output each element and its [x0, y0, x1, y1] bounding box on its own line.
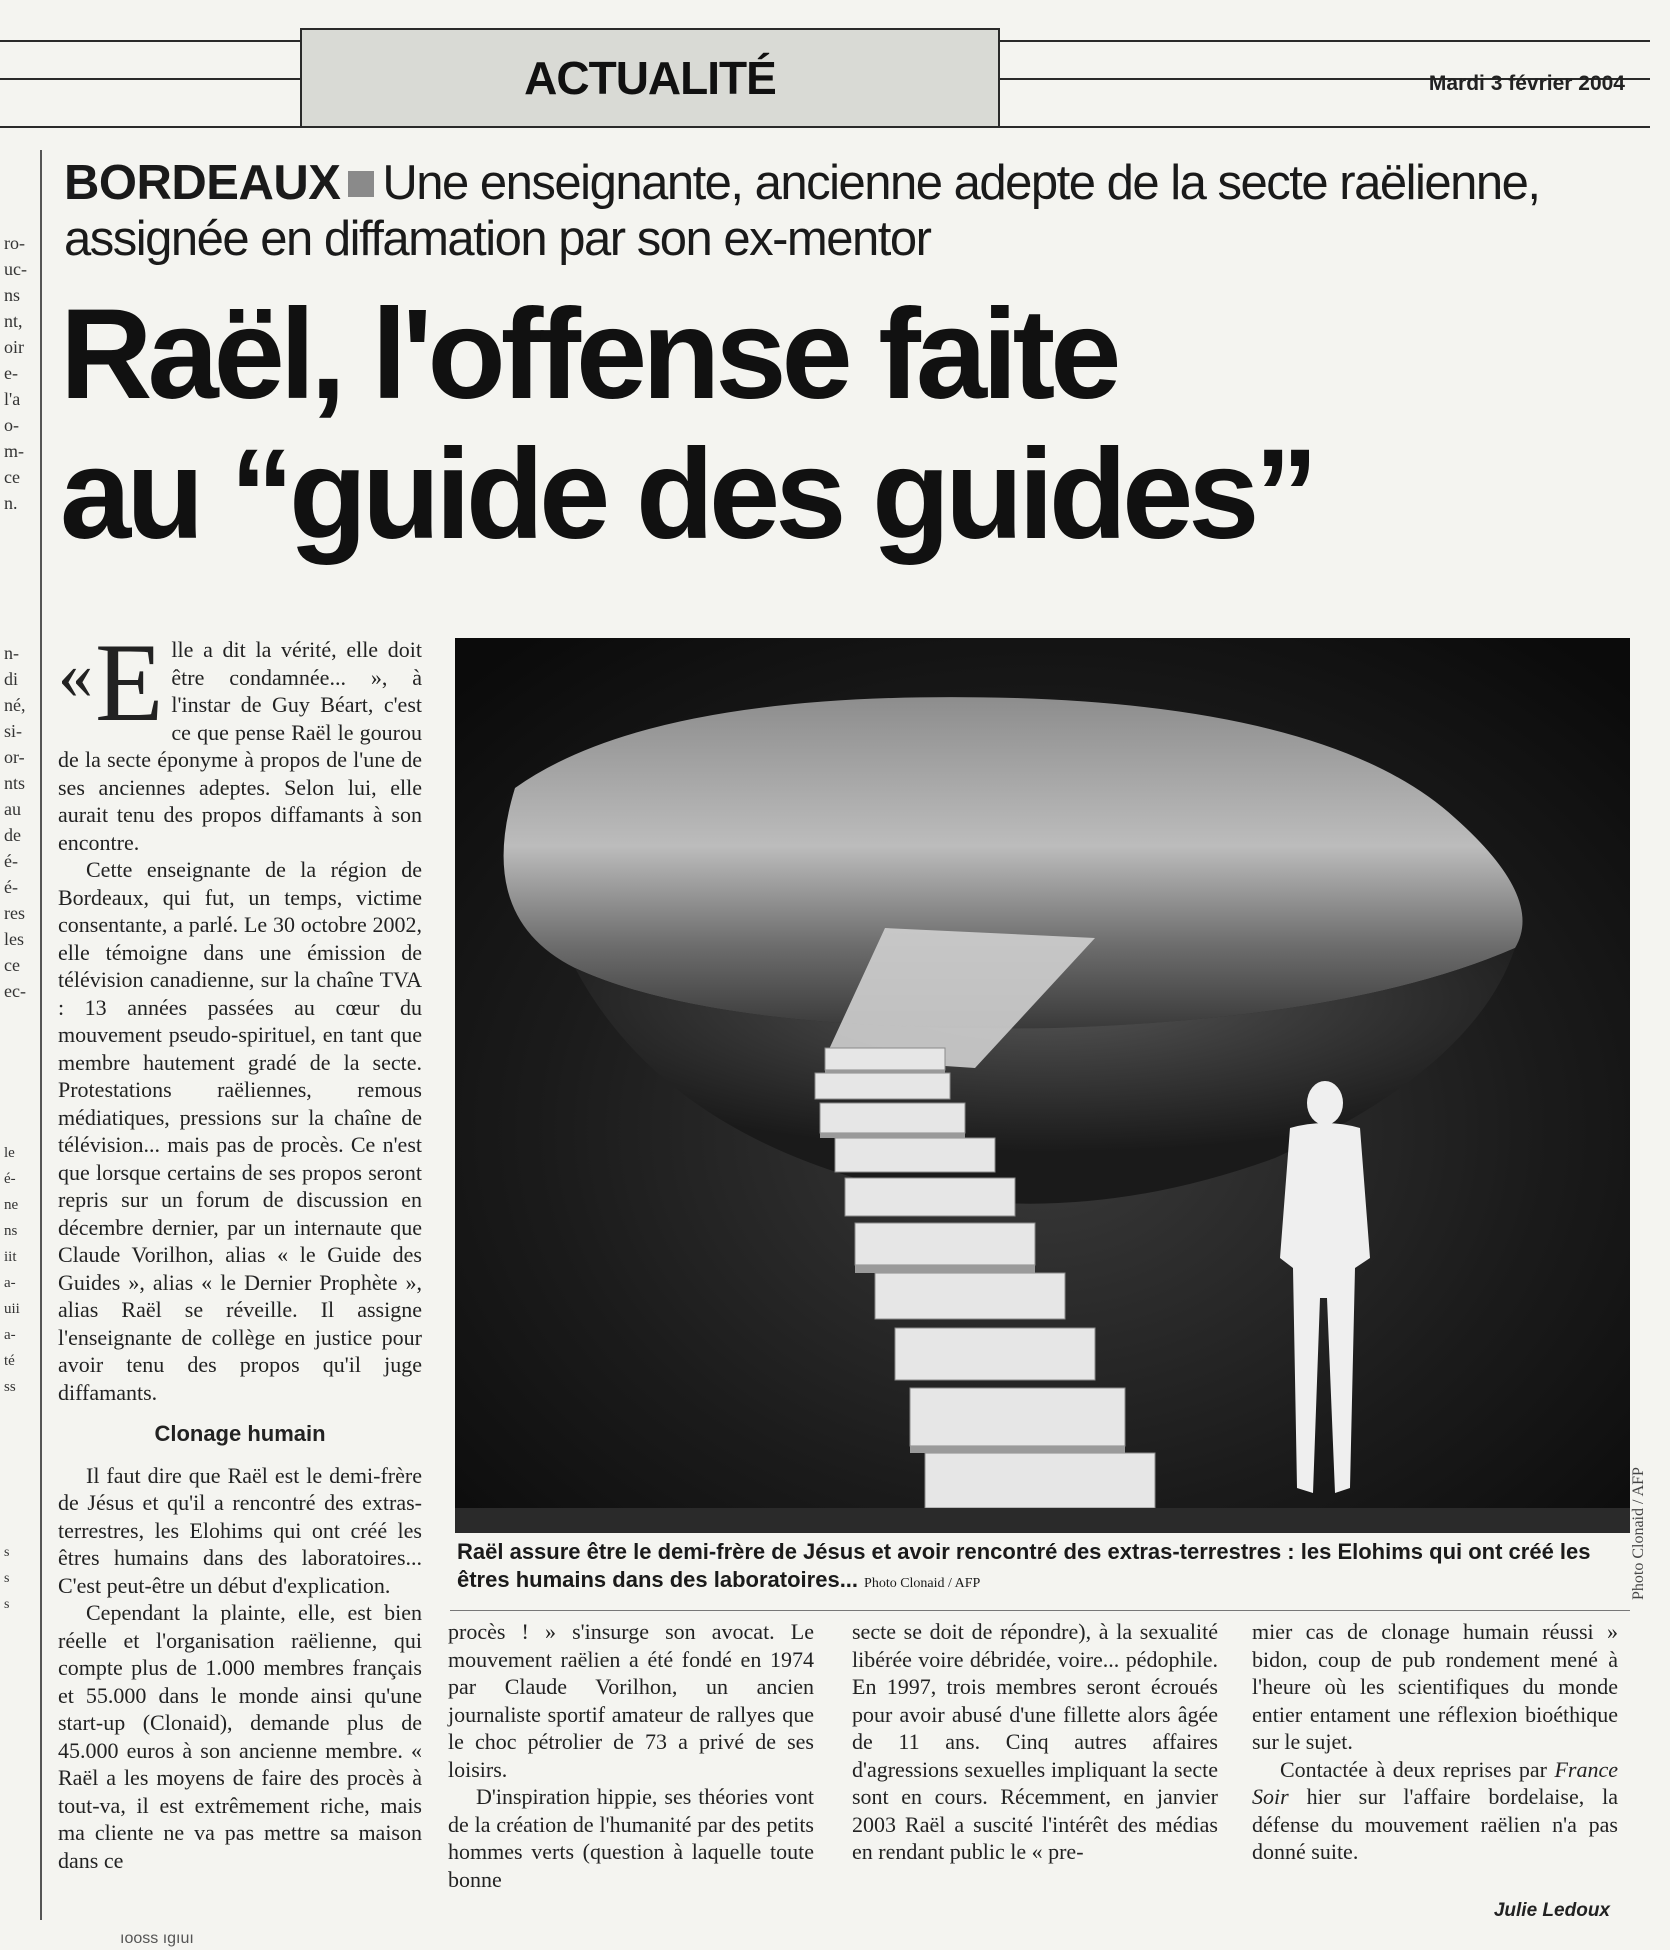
fragment-line: é- [4, 1171, 16, 1187]
fragment-line: ce [4, 955, 20, 975]
fragment-line: nt, [4, 311, 23, 331]
kicker-text: Une enseignante, ancienne adepte de la secte raëlienne, assignée en diffamation par son ex-mentor [64, 156, 1540, 266]
article-paragraph-1 [58, 621, 422, 856]
fragment-line: or- [4, 747, 25, 767]
headline-line-1: Raël, l'offense faite [60, 283, 1117, 426]
article-paragraph-2: Cette enseignante de la région de Bordeaux, qui fut, un temps, victime consentante, a parlé. Le 30 octobre 2002, elle témoigne dans une émission de télévision canadienne, sur la chaîne TVA : 13 années passées au cœur du mouvement pseudo-spirituel, en tant que membre hautement gradé de la secte. Protestations raëliennes, remous médiatiques, pressions sur la chaîne de télévision... mais pas de procès. Ce n'est que lorsque certains de ses propos seront repris sur un forum de discussion en décembre dernier, par un internaute que Claude Vorilhon, alias « le Guide des Guides », alias « le Dernier Prophète », alias Raël se réveille. Il assigne l'enseignante de collège en justice pour avoir tenu des propos qu'il juge diffamants. [58, 857, 422, 1405]
headline-line-2: au “guide des guides” [60, 423, 1314, 566]
fragment-line: ce [4, 467, 20, 487]
fragment-line: té [4, 1353, 15, 1369]
fragment-line: les [4, 929, 24, 949]
fragment-line: ro- [4, 233, 25, 253]
fragment-line: oir [4, 337, 24, 357]
fragment-line: m- [4, 441, 24, 461]
byline: Julie Ledoux [1493, 1900, 1610, 1921]
fragment-line: né, [4, 695, 26, 715]
bottom-edge-scrap: ıooss ıgıuı [120, 1930, 194, 1947]
fragment-line: a- [4, 1327, 16, 1343]
kicker-square [348, 171, 374, 197]
column-3-paragraph: secte se doit de répondre), à la sexualité libérée voire débridée, voire... pédophile. En 1997, trois membres seront écroués pour avoir abusé d'une fillette alors âgée de 11 ans. Cinq autres affaires d'agressions sexuelles impliquant la secte sont en cours. Récemment, en janvier 2003 Raël a suscité l'intérêt des médias en rendant public le « pre- [852, 1619, 1218, 1864]
newspaper-name: France Soir [1252, 1756, 1618, 1809]
column-divider [40, 150, 42, 1920]
article-paragraph-3: Il faut dire que Raël est le demi-frère de Jésus et qu'il a rencontré des extras-terrestres, les Elohims qui ont créé les êtres humains dans des laboratoires... C'est peut-être un début d'explication. [58, 1462, 422, 1598]
ufo-stairs-photo [455, 638, 1630, 1533]
column-4-paragraph-2: Contactée à deux reprises par France Soir hier sur l'affaire bordelaise, la défense du mouvement raëlien n'a pas donné suite. [1252, 1756, 1618, 1864]
left-column-fragment-4 [4, 1540, 34, 1618]
fragment-line: di [4, 669, 19, 689]
section-label: ACTUALITÉ [524, 52, 776, 104]
headline [60, 285, 1620, 565]
fragment-line: ns [4, 1223, 18, 1239]
fragment-line: au [4, 799, 21, 819]
left-column-fragment-1 [4, 230, 34, 516]
fragment-line: ns [4, 285, 21, 305]
section-banner [300, 28, 1000, 128]
kicker [64, 155, 1624, 267]
column-2-paragraph-2: D'inspiration hippie, ses théories vont de la création de l'humanité par des petits hommes verts (question à laquelle toute bonne [448, 1784, 814, 1892]
article-column-1 [58, 621, 422, 1874]
fragment-line: o- [4, 415, 19, 435]
drop-cap: E [95, 621, 164, 745]
fragment-line: e- [4, 363, 18, 383]
article-photo [455, 638, 1630, 1533]
caption-text: Raël assure être le demi-frère de Jésus et avoir rencontré des extras-terrestres : les Elohims qui ont créé les êtres humains dans des laboratoires... [457, 1539, 1591, 1592]
issue-date: Mardi 3 février 2004 [1428, 72, 1625, 95]
fragment-line: de [4, 825, 21, 845]
fragment-line: iit [4, 1249, 17, 1265]
article-column-3 [852, 1618, 1218, 1866]
column-4-paragraph-1: mier cas de clonage humain réussi » bidon, coup de pub rondement mené à l'heure où les scientifiques du monde entier entament une réflexion bioéthique sur le sujet. [1252, 1619, 1618, 1754]
column-2-paragraph-1: procès ! » s'insurge son avocat. Le mouvement raëlien a été fondé en 1974 par Claude Vorilhon, un ancien journaliste sportif amateur de rallyes que le choc pétrolier de 73 a privé de ses loisirs. [448, 1619, 814, 1782]
fragment-line: uii [4, 1301, 20, 1317]
fragment-line: s [4, 1571, 10, 1586]
photo-caption [457, 1538, 1632, 1598]
photo-side-credit: Photo Clonaid / AFP [1630, 1467, 1647, 1600]
header-bottom-rule [0, 126, 1650, 128]
article-paragraph-4: Cependant la plainte, elle, est bien réelle et l'organisation raëlienne, qui compte plus de 1.000 membres français et 55.000 dans le monde ainsi qu'une start-up (Clonaid), demande plus de 45.000 euros à son ancienne membre. « Raël a les moyens de faire des procès à tout-va, il est extrêmement riche, mais ma cliente ne va pas mettre sa maison dans ce [58, 1600, 422, 1873]
fragment-line: a- [4, 1275, 16, 1291]
fragment-line: s [4, 1597, 10, 1612]
fragment-line: s [4, 1545, 10, 1560]
fragment-line: nts [4, 773, 26, 793]
paragraph-1-text: lle a dit la vérité, elle doit être condamnée... », à l'instar de Guy Béart, c'est ce que pense Raël le gourou de la secte éponyme à propos de l'une de ses anciennes adeptes. Selon lui, elle aurait tenu des propos diffamants à son encontre. [58, 637, 422, 855]
fragment-line: le [4, 1145, 15, 1161]
fragment-line: si- [4, 721, 22, 741]
article-column-4 [1252, 1618, 1618, 1866]
fragment-line: n. [4, 493, 18, 513]
subhead: Clonage humain [154, 1421, 326, 1446]
fragment-line: é- [4, 877, 18, 897]
fragment-line: l'a [4, 389, 21, 409]
fragment-line: uc- [4, 259, 27, 279]
header-rule-left [0, 78, 300, 80]
fragment-line: n- [4, 643, 19, 663]
left-column-fragment-3 [4, 1140, 34, 1400]
fragment-line: ss [4, 1379, 16, 1395]
kicker-place: BORDEAUX [64, 156, 341, 210]
opening-quote: « [58, 637, 93, 714]
left-column-fragment-2 [4, 640, 34, 1004]
caption-rule [450, 1610, 1630, 1611]
fragment-line: res [4, 903, 25, 923]
fragment-line: ec- [4, 981, 26, 1001]
caption-credit: Photo Clonaid / AFP [864, 1576, 981, 1591]
article-column-2 [448, 1618, 814, 1893]
fragment-line: ne [4, 1197, 19, 1213]
fragment-line: é- [4, 851, 18, 871]
